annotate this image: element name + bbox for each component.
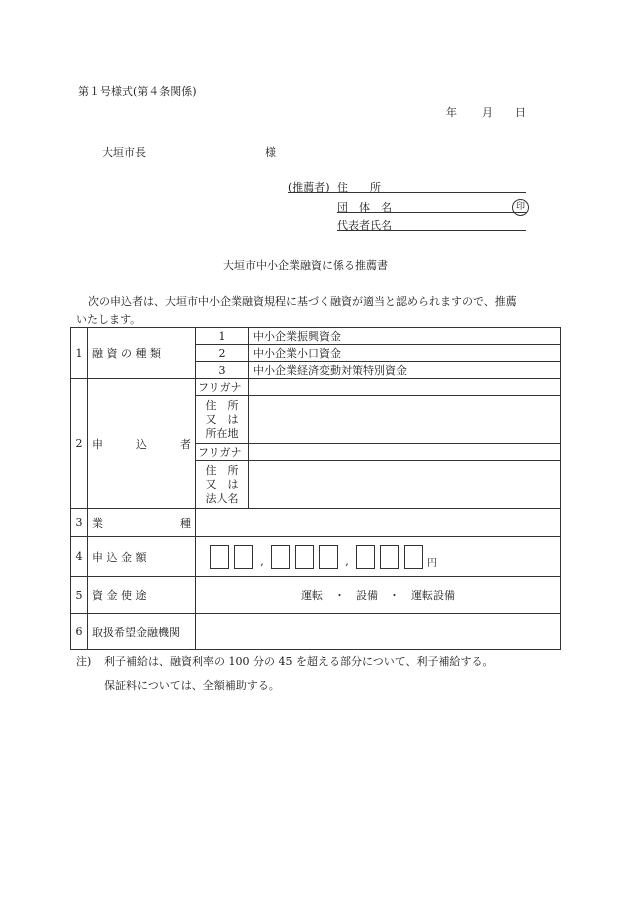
industry-row xyxy=(71,509,561,537)
row-number: 4 xyxy=(71,537,88,577)
date-month-label: 月 xyxy=(482,106,493,119)
furigana-label: フリガナ xyxy=(196,444,249,461)
date-year-label: 年 xyxy=(446,106,457,119)
furigana-label: フリガナ xyxy=(196,379,249,396)
row-number: 1 xyxy=(71,328,88,379)
recommender-prefix: (推薦者) xyxy=(288,181,330,194)
notes-prefix: 注) xyxy=(76,655,92,668)
digit-box[interactable] xyxy=(295,545,314,569)
loan-option-number: 1 xyxy=(196,328,249,345)
recommender-address-line xyxy=(288,192,526,193)
furigana-input[interactable] xyxy=(249,444,561,461)
recommender-org-line xyxy=(337,212,526,213)
digit-box[interactable] xyxy=(234,545,253,569)
amount-row xyxy=(71,537,561,577)
digit-box[interactable] xyxy=(404,545,423,569)
row-number: 5 xyxy=(71,577,88,614)
application-table xyxy=(70,327,561,650)
industry-input[interactable] xyxy=(196,509,561,537)
loan-type-row xyxy=(71,328,561,345)
fund-use-options[interactable]: 運転 ・ 設備 ・ 運転設備 xyxy=(196,577,561,614)
form-number: 第１号様式(第４条関係) xyxy=(78,85,197,98)
addressee: 大垣市長 xyxy=(102,146,146,159)
recommender-rep-line xyxy=(337,230,526,231)
applicant-row xyxy=(71,379,561,396)
recommender-org-label: 団 体 名 xyxy=(337,201,392,214)
comma-separator: , xyxy=(260,555,264,568)
document-title: 大垣市中小企業融資に係る推薦書 xyxy=(223,259,388,272)
bank-label: 取扱希望金融機関 xyxy=(88,614,196,650)
address-label: 住 所 又 は 所在地 xyxy=(196,396,249,444)
note-1: 利子補給は、融資利率の 100 分の 45 を超える部分について、利子補給する。 xyxy=(104,655,494,668)
yen-unit: 円 xyxy=(427,558,437,569)
recommender-address-label: 住 所 xyxy=(337,181,381,194)
loan-option-1[interactable]: 中小企業振興資金 xyxy=(249,328,561,345)
furigana-input[interactable] xyxy=(249,379,561,396)
applicant-label: 申 込 者 xyxy=(88,379,196,509)
bank-row xyxy=(71,614,561,650)
address-input[interactable] xyxy=(249,396,561,444)
industry-label: 業 種 xyxy=(88,509,196,537)
loan-type-label: 融 資 の 種 類 xyxy=(88,328,196,379)
comma-separator: , xyxy=(345,555,349,568)
loan-option-number: 3 xyxy=(196,362,249,379)
bank-input[interactable] xyxy=(196,614,561,650)
row-number: 2 xyxy=(71,379,88,509)
digit-box[interactable] xyxy=(271,545,290,569)
digit-box[interactable] xyxy=(380,545,399,569)
row-number: 6 xyxy=(71,614,88,650)
note-2: 保証料については、全額補助する。 xyxy=(104,679,280,692)
fund-use-row xyxy=(71,577,561,614)
date-day-label: 日 xyxy=(515,106,526,119)
digit-box[interactable] xyxy=(210,545,229,569)
digit-box[interactable] xyxy=(319,545,338,569)
fund-use-label: 資 金 使 途 xyxy=(88,577,196,614)
name-label: 住 所 又 は 法人名 xyxy=(196,461,249,509)
loan-option-number: 2 xyxy=(196,345,249,362)
amount-input-group xyxy=(196,537,561,577)
name-input[interactable] xyxy=(249,461,561,509)
loan-option-3[interactable]: 中小企業経済変動対策特別資金 xyxy=(249,362,561,379)
amount-label: 申 込 金 額 xyxy=(88,537,196,577)
body-line-2: いたします。 xyxy=(76,313,142,326)
seal-mark: 印 xyxy=(512,199,529,216)
digit-box[interactable] xyxy=(356,545,375,569)
loan-option-2[interactable]: 中小企業小口資金 xyxy=(249,345,561,362)
honorific: 様 xyxy=(265,146,276,159)
row-number: 3 xyxy=(71,509,88,537)
recommender-rep-label: 代表者氏名 xyxy=(337,219,392,232)
body-line-1: 次の申込者は、大垣市中小企業融資規程に基づく融資が適当と認められますので、推薦 xyxy=(88,295,517,308)
